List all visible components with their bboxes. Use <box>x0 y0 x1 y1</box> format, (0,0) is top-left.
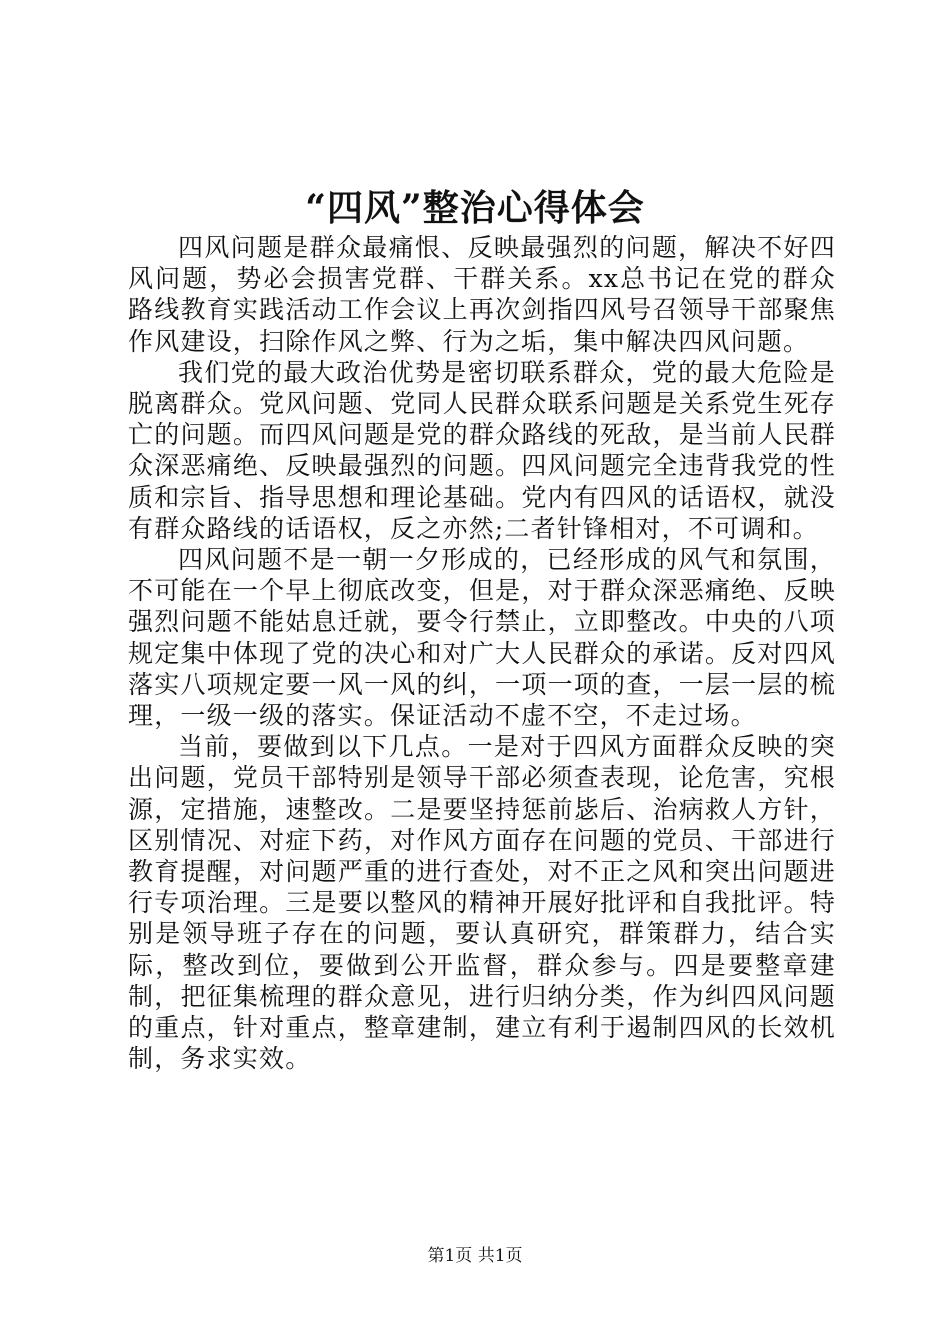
paragraph-2: 我们党的最大政治优势是密切联系群众，党的最大危险是脱离群众。党风问题、党同人民群众联系问题是关系党生死存亡的问题。而四风问题是党的群众路线的死敌，是当前人民群众深恶痛绝、反映最强烈的问题。四风问题完全违背我党的性质和宗旨、指导思想和理论基础。党内有四风的话语权，就没有群众路线的话语权，反之亦然;二者针锋相对，不可调和。 <box>128 357 836 543</box>
paragraph-1: 四风问题是群众最痛恨、反映最强烈的问题，解决不好四风问题，势必会损害党群、干群关系。xx总书记在党的群众路线教育实践活动工作会议上再次剑指四风号召领导干部聚焦作风建设，扫除作风之弊、行为之垢，集中解决四风问题。 <box>128 233 836 356</box>
paragraph-4: 当前，要做到以下几点。一是对于四风方面群众反映的突出问题，党员干部特别是领导干部必须查表现，论危害，究根源，定措施，速整改。二是要坚持惩前毖后、治病救人方针，区别情况、对症下药，对作风方面存在问题的党员、干部进行教育提醒，对问题严重的进行查处，对不正之风和突出问题进行专项治理。三是要以整风的精神开展好批评和自我批评。特别是领导班子存在的问题，要认真研究，群策群力，结合实际，整改到位，要做到公开监督，群众参与。四是要整章建制，把征集梳理的群众意见，进行归纳分类，作为纠四风问题的重点，针对重点，整章建制，建立有利于遏制四风的长效机制，务求实效。 <box>128 732 836 1074</box>
document-body <box>128 232 836 1074</box>
paragraph-3: 四风问题不是一朝一夕形成的，已经形成的风气和氛围，不可能在一个早上彻底改变，但是，对于群众深恶痛绝、反映强烈问题不能姑息迁就，要令行禁止，立即整改。中央的八项规定集中体现了党的决心和对广大人民群众的承诺。反对四风落实八项规定要一风一风的纠，一项一项的查，一层一层的梳理，一级一级的落实。保证活动不虚不空，不走过场。 <box>128 545 836 731</box>
document-title: “四风”整治心得体会 <box>305 187 645 229</box>
page-footer: 第1页 共1页 <box>427 1246 523 1266</box>
